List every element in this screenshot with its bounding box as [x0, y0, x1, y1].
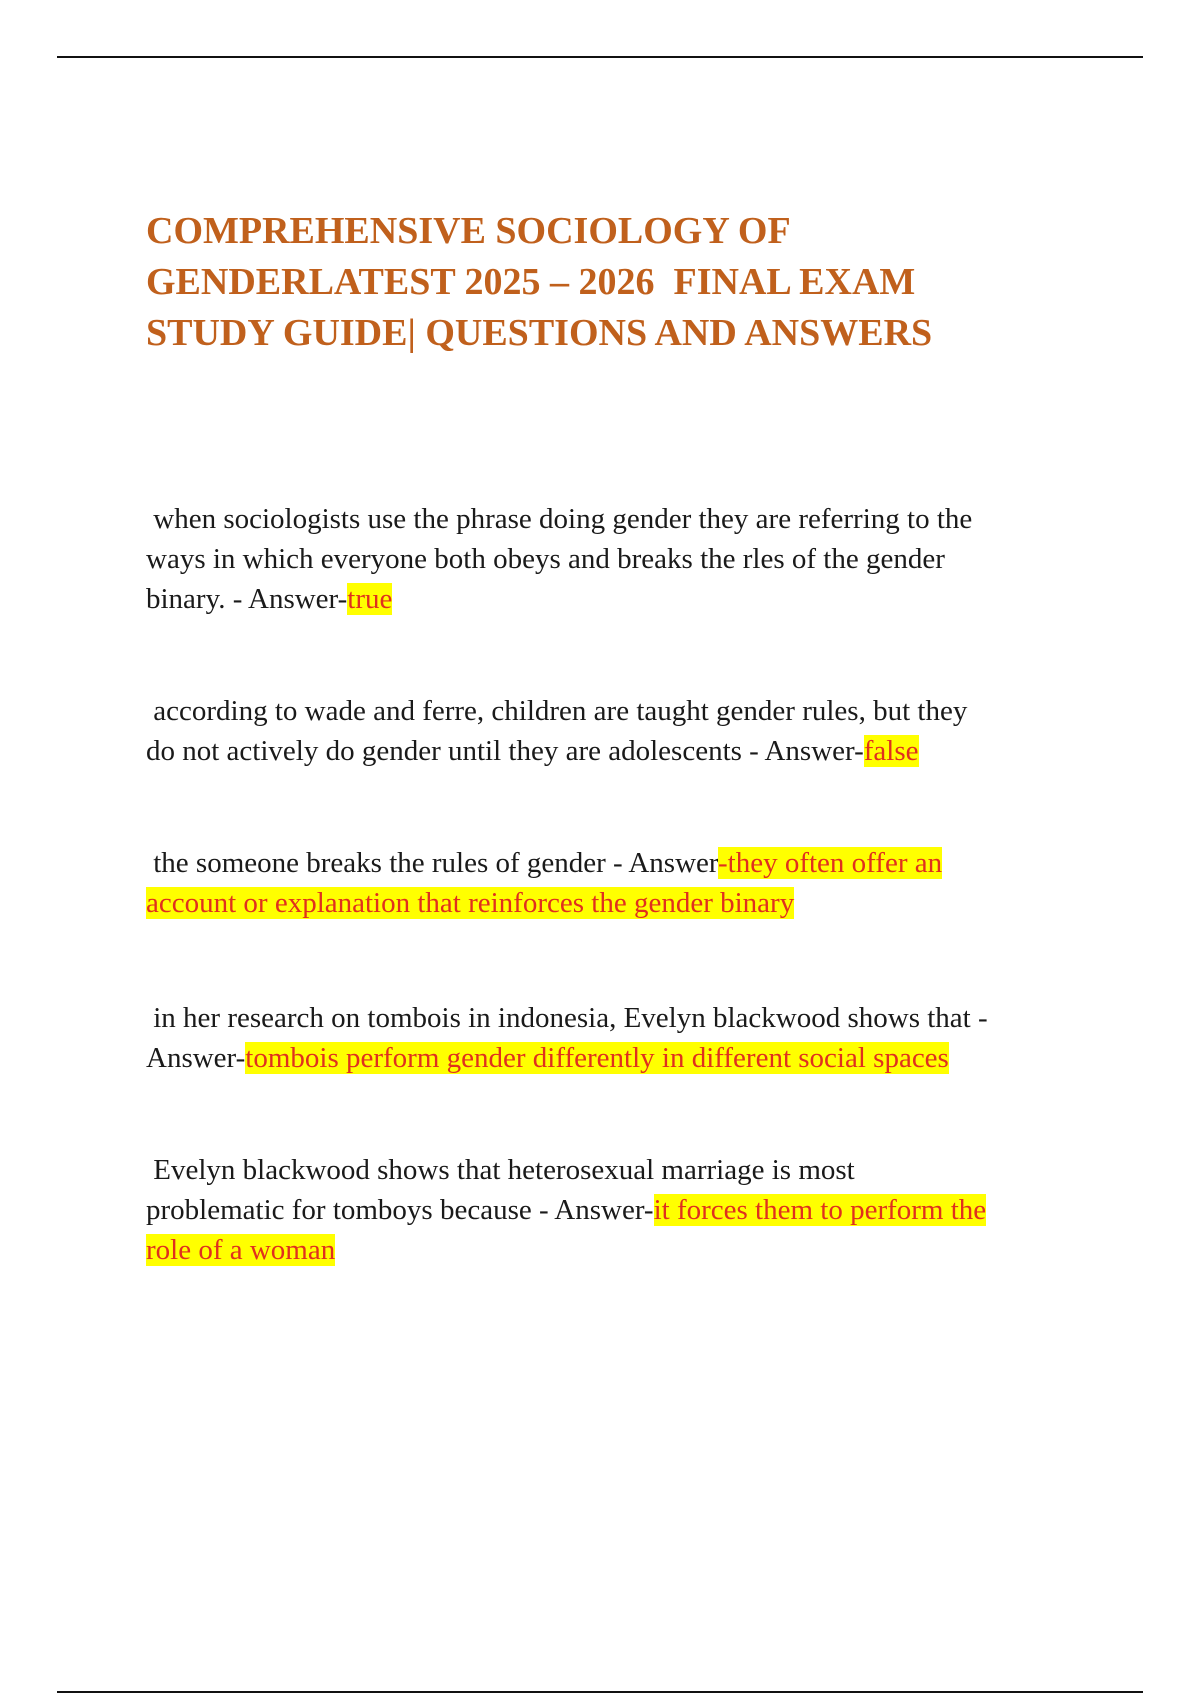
- document-title: [146, 206, 1086, 359]
- answer-line: [146, 1230, 1096, 1270]
- question-text: binary. - Answer-: [146, 583, 348, 615]
- qa-item-1: [146, 499, 1096, 619]
- answer-highlight: account or explanation that reinforces the gender binary: [146, 887, 795, 919]
- question-text: Answer-: [146, 1042, 246, 1074]
- answer-highlight: tombois perform gender differently in different social spaces: [245, 1042, 949, 1074]
- question-text: the someone breaks the rules of gender - Answer: [146, 847, 718, 879]
- question-answer-line: [146, 843, 1096, 883]
- qa-item-3: [146, 843, 1096, 923]
- footer-rule: [57, 1691, 1143, 1693]
- title-line: STUDY GUIDE| QUESTIONS AND ANSWERS: [146, 312, 933, 354]
- answer-highlight: true: [347, 583, 393, 615]
- question-line: according to wade and ferre, children are taught gender rules, but they: [146, 695, 968, 727]
- question-line: when sociologists use the phrase doing gender they are referring to the: [146, 503, 973, 535]
- title-line: COMPREHENSIVE SOCIOLOGY OF: [146, 210, 791, 252]
- question-text: problematic for tomboys because - Answer-: [146, 1194, 654, 1226]
- answer-highlight: it forces them to perform the: [653, 1194, 987, 1226]
- question-line: in her research on tombois in indonesia, Evelyn blackwood shows that -: [146, 1002, 988, 1034]
- answer-highlight: false: [863, 735, 919, 767]
- answer-highlight: -they often offer an: [718, 847, 943, 879]
- title-line: GENDERLATEST 2025 – 2026 FINAL EXAM: [146, 261, 916, 303]
- question-text: do not actively do gender until they are adolescents - Answer-: [146, 735, 864, 767]
- question-line: ways in which everyone both obeys and breaks the rles of the gender: [146, 543, 945, 575]
- qa-item-4: [146, 998, 1096, 1078]
- qa-item-2: [146, 691, 1096, 771]
- question-line: Evelyn blackwood shows that heterosexual marriage is most: [146, 1154, 855, 1186]
- question-answer-line: [146, 579, 1096, 619]
- question-answer-line: [146, 1190, 1096, 1230]
- header-rule: [57, 56, 1143, 58]
- answer-highlight: role of a woman: [146, 1234, 336, 1266]
- qa-item-5: [146, 1150, 1096, 1270]
- question-answer-line: [146, 1038, 1096, 1078]
- answer-line: [146, 883, 1096, 923]
- question-answer-line: [146, 731, 1096, 771]
